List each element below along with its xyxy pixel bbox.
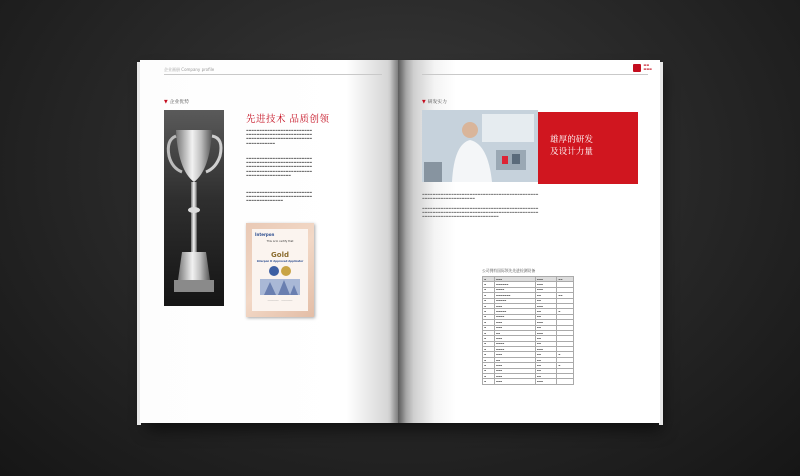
feature-banner [538, 112, 638, 184]
certificate-line1: This is to certify that [266, 240, 294, 243]
left-page [140, 60, 398, 423]
table-row: ▬ ▬▬▬▬▬▬▬ ▬▬ ▬▬ [483, 293, 574, 298]
triangle-bullet-icon: ▼ [422, 100, 426, 105]
certificate-seal-icon [266, 265, 294, 277]
section-label-advantages [164, 98, 189, 105]
left-page-header: 企业画册 Company profile [164, 67, 215, 72]
logo-mark-icon [633, 64, 641, 72]
book-spine [390, 60, 406, 423]
headline: 先进技术 品质创领 [246, 114, 330, 125]
triangle-bullet-icon: ▼ [164, 100, 168, 105]
table-row: ▬ ▬▬ ▬▬▬ [483, 330, 574, 335]
brochure-spread [140, 60, 660, 423]
section-label-text: 研发实力 [427, 100, 447, 105]
table-row: ▬ ▬▬▬ ▬▬ [483, 336, 574, 341]
table-row: ▬ ▬▬▬▬▬ ▬▬ [483, 298, 574, 303]
intro-paragraph-2: ▬▬▬▬▬▬▬▬▬▬▬▬▬▬▬▬▬▬▬▬▬▬▬▬▬ ▬▬▬▬▬▬▬▬▬▬▬▬▬▬▬▬▬▬▬▬▬▬▬▬▬ ▬▬▬▬▬▬▬▬▬▬▬▬▬▬▬▬▬▬▬▬▬▬▬▬▬ ▬▬▬▬▬▬▬▬▬▬▬▬▬▬▬▬▬▬▬▬▬▬▬▬▬ ▬▬▬▬▬▬▬▬▬▬▬▬▬▬▬▬▬ [246, 156, 313, 177]
section-label-rnd [422, 98, 447, 105]
equipment-table [482, 276, 574, 385]
feature-title-line2: 及设计力量 [550, 147, 593, 157]
rnd-paragraph-1: ▬▬▬▬▬▬▬▬▬▬▬▬▬▬▬▬▬▬▬▬▬▬▬▬▬▬▬▬▬▬▬▬▬▬▬▬▬▬▬▬▬▬▬▬ ▬▬▬▬▬▬▬▬▬▬▬▬▬▬▬▬▬▬▬▬ [422, 192, 539, 201]
table-row: ▬ ▬▬▬ ▬▬ ▬ [483, 352, 574, 357]
trophy-photo [164, 110, 224, 306]
company-logo [633, 64, 652, 72]
table-row: ▬ ▬▬▬▬▬▬ ▬▬▬ [483, 282, 574, 287]
header-divider [164, 74, 382, 75]
table-header-row: ▬ ▬▬▬ ▬▬▬ ▬▬ [483, 277, 574, 282]
intro-paragraph-3: ▬▬▬▬▬▬▬▬▬▬▬▬▬▬▬▬▬▬▬▬▬▬▬▬▬ ▬▬▬▬▬▬▬▬▬▬▬▬▬▬▬▬▬▬▬▬▬▬▬▬▬ ▬▬▬▬▬▬▬▬▬▬▬▬▬▬ [246, 190, 313, 203]
intro-paragraph-1: ▬▬▬▬▬▬▬▬▬▬▬▬▬▬▬▬▬▬▬▬▬▬▬▬▬ ▬▬▬▬▬▬▬▬▬▬▬▬▬▬▬▬▬▬▬▬▬▬▬▬▬ ▬▬▬▬▬▬▬▬▬▬▬▬▬▬▬▬▬▬▬▬▬▬▬▬▬ ▬▬▬▬▬▬▬▬▬▬▬ [246, 128, 313, 145]
laboratory-photo [422, 110, 538, 182]
right-page [398, 60, 660, 423]
certificate-brand: Interpon [255, 232, 275, 237]
certificate-inner [252, 229, 308, 311]
feature-title-line1: 雄厚的研发 [550, 135, 593, 145]
table-row: ▬ ▬▬▬▬ ▬▬ [483, 341, 574, 346]
table-row: ▬ ▬▬▬ ▬▬ [483, 374, 574, 379]
rnd-paragraph-2: ▬▬▬▬▬▬▬▬▬▬▬▬▬▬▬▬▬▬▬▬▬▬▬▬▬▬▬▬▬▬▬▬▬▬▬▬▬▬▬▬▬▬▬▬ ▬▬▬▬▬▬▬▬▬▬▬▬▬▬▬▬▬▬▬▬▬▬▬▬▬▬▬▬▬▬▬▬▬▬▬▬▬▬▬▬▬▬▬▬ ▬▬▬▬▬▬▬▬▬▬▬▬▬▬▬▬▬▬▬▬▬▬▬▬▬▬▬▬▬ [422, 206, 539, 219]
table-row: ▬ ▬▬▬▬ ▬▬▬ [483, 347, 574, 352]
header-divider-right [422, 74, 648, 75]
feature-title [550, 134, 593, 158]
certificate-building-icon [260, 279, 300, 295]
certificate-image [246, 223, 314, 317]
table-row: ▬ ▬▬▬▬ ▬▬ [483, 314, 574, 319]
table-row: ▬ ▬▬▬ ▬▬ ▬ [483, 363, 574, 368]
certificate-signature-area: __________ __________ [267, 298, 293, 301]
equipment-table-title: 公司拥有国际领先先进检测设备 [482, 268, 536, 273]
table-row: ▬ ▬▬▬ ▬▬▬ [483, 303, 574, 308]
table-row: ▬ ▬▬▬ ▬▬ [483, 325, 574, 330]
section-label-text: 企业优势 [169, 100, 189, 105]
table-row: ▬ ▬▬▬▬ ▬▬▬ [483, 287, 574, 292]
table-row: ▬ ▬▬▬ ▬▬ [483, 368, 574, 373]
table-row: ▬ ▬▬▬ ▬▬▬ [483, 379, 574, 384]
table-row: ▬ ▬▬▬▬▬ ▬▬ ▬ [483, 309, 574, 314]
table-row: ▬ ▬▬▬ ▬▬▬ [483, 320, 574, 325]
certificate-subtitle: Interpon D Approved Applicator [256, 260, 304, 263]
logo-text: ▬▬ ▬▬▬ [643, 63, 652, 71]
table-row: ▬ ▬▬ ▬▬ [483, 357, 574, 362]
certificate-award: Gold [271, 251, 289, 259]
